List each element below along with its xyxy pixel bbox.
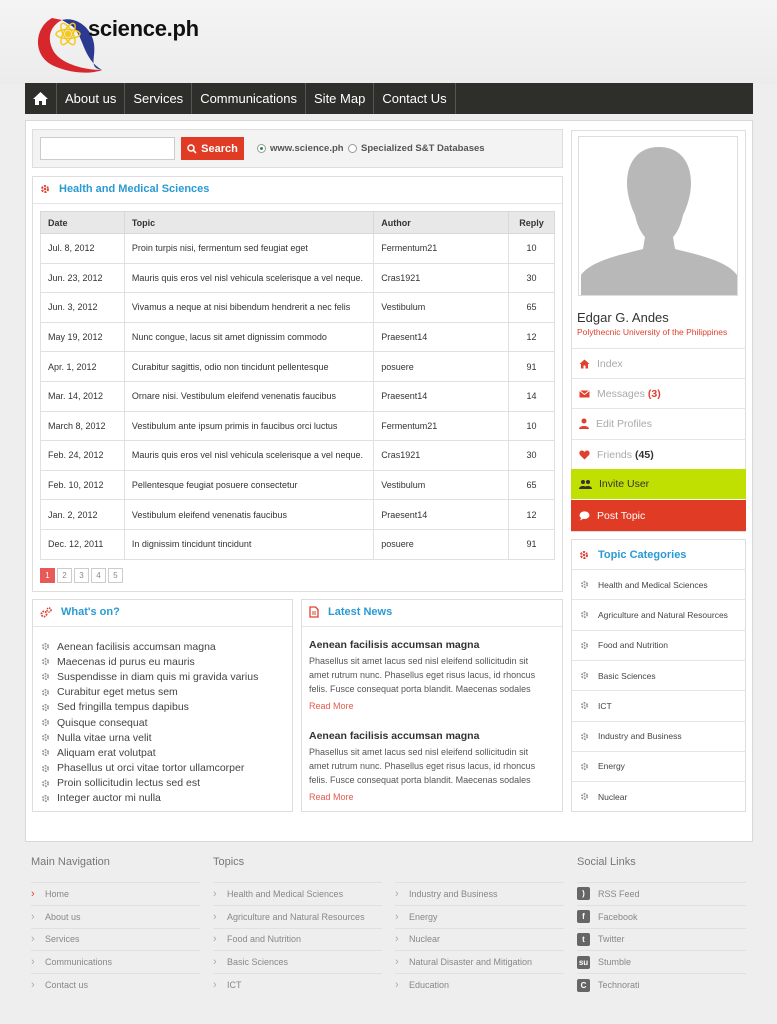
rss-icon: )	[577, 887, 590, 900]
news-excerpt-line: amet rutrum nunc. Phasellus eget risus lacus, id rhoncus	[309, 669, 536, 680]
gear-icon	[580, 732, 589, 741]
topic-category-item[interactable]	[571, 721, 746, 751]
topic-cell[interactable]: Vivamus a neque at nisi bibendum hendrerit a nec felis	[124, 293, 373, 323]
nav-about-us[interactable]: About us	[57, 83, 125, 114]
gear-icon	[580, 701, 589, 710]
brand-name[interactable]: science.ph	[88, 16, 199, 41]
social-link[interactable]	[577, 905, 746, 928]
footer-link-label: Services	[45, 934, 80, 945]
footer-link-label: Basic Sciences	[227, 957, 289, 968]
radio-www[interactable]	[257, 143, 344, 154]
chevron-right-icon: ›	[31, 910, 35, 923]
author-cell: posuere	[374, 529, 509, 559]
footer-link-label: Industry and Business	[409, 888, 498, 899]
whats-on-title-text: What's on?	[61, 606, 120, 618]
gear-icon	[580, 641, 589, 650]
panel-divider	[33, 626, 292, 627]
radio-unselected-icon	[348, 144, 357, 153]
social-link-label: Stumble	[598, 957, 632, 968]
footer-link[interactable]	[395, 928, 564, 951]
footer-link-label: About us	[45, 911, 81, 922]
footer-link[interactable]	[31, 905, 200, 928]
table-header-row	[41, 212, 555, 234]
list-item-label: Nulla vitae urna velit	[57, 731, 152, 744]
topic-cell[interactable]: In dignissim tincidunt tincidunt	[124, 529, 373, 559]
gear-icon	[580, 610, 589, 619]
gear-icon	[41, 718, 50, 727]
topic-category-item[interactable]	[571, 599, 746, 629]
profile-menu-edit-label: Edit Profiles	[596, 417, 653, 430]
latest-news-title	[309, 606, 392, 618]
envelope-icon	[579, 390, 590, 398]
list-item[interactable]	[41, 715, 258, 730]
footer-link[interactable]	[31, 973, 200, 996]
topic-category-item[interactable]	[571, 690, 746, 720]
author-cell: Praesent14	[374, 381, 509, 411]
post-topic-button[interactable]	[571, 500, 746, 531]
list-item-label: Suspendisse in diam quis mi gravida varius	[57, 670, 259, 683]
read-more-link[interactable]: Read More	[309, 701, 354, 712]
post-topic-label: Post Topic	[597, 509, 646, 522]
news-excerpt-line: Phasellus sit amet lacus sed nisl eleifend sollicitudin sit	[309, 747, 529, 757]
invite-user-label: Invite User	[599, 478, 650, 491]
gear-icon	[41, 748, 50, 757]
footer-link-label: Energy	[409, 911, 438, 922]
profile-name: Edgar G. Andes	[577, 310, 669, 325]
gear-icon	[41, 794, 50, 803]
topic-cell[interactable]: Proin turpis nisi, fermentum sed feugiat eget	[124, 234, 373, 264]
footer-main-nav	[31, 882, 200, 996]
reply-cell: 14	[509, 381, 555, 411]
reply-cell: 12	[509, 500, 555, 530]
chevron-right-icon: ›	[31, 933, 35, 946]
topic-cell[interactable]: Vestibulum ante ipsum primis in faucibus orci luctus	[124, 411, 373, 441]
footer-link[interactable]	[31, 882, 200, 905]
date-cell: Jul. 8, 2012	[41, 234, 125, 264]
social-link[interactable]	[577, 973, 746, 996]
chevron-right-icon: ›	[213, 887, 217, 900]
author-cell: Vestibulum	[374, 470, 509, 500]
date-cell: Jun. 3, 2012	[41, 293, 125, 323]
page-button[interactable]: 1	[40, 568, 55, 583]
list-item[interactable]	[41, 639, 258, 654]
search-icon	[187, 144, 197, 154]
profile-menu-index[interactable]	[571, 348, 746, 378]
reply-cell: 65	[509, 293, 555, 323]
users-icon	[579, 479, 592, 489]
panel-divider	[302, 626, 562, 627]
topic-category-label: ICT	[598, 700, 612, 711]
profile-menu-index-label: Index	[597, 357, 623, 370]
list-item-label: Maecenas id purus eu mauris	[57, 655, 195, 668]
gear-icon	[41, 779, 50, 788]
chevron-right-icon: ›	[395, 956, 399, 969]
footer-topics-title: Topics	[213, 856, 245, 868]
date-cell: Jun. 23, 2012	[41, 263, 125, 293]
reply-cell: 10	[509, 411, 555, 441]
topic-cell[interactable]: Mauris quis eros vel nisl vehicula scelerisque a vel neque.	[124, 263, 373, 293]
news-item	[309, 730, 551, 802]
col-topic[interactable]: Topic	[124, 212, 373, 234]
footer-link[interactable]	[213, 973, 382, 996]
chevron-right-icon: ›	[395, 887, 399, 900]
gear-icon	[579, 550, 589, 560]
avatar[interactable]	[578, 136, 738, 296]
gear-icon	[41, 764, 50, 773]
list-item[interactable]	[41, 730, 258, 745]
chevron-right-icon: ›	[31, 956, 35, 969]
footer-link-label: Agriculture and Natural Resources	[227, 911, 365, 922]
chevron-right-icon: ›	[31, 979, 35, 992]
topic-category-label: Energy	[598, 761, 625, 772]
topic-category-item[interactable]	[571, 630, 746, 660]
invite-user-button[interactable]	[571, 469, 746, 499]
page-button[interactable]: 4	[91, 568, 106, 583]
reply-cell: 65	[509, 470, 555, 500]
footer-link[interactable]	[213, 905, 382, 928]
date-cell: Mar. 14, 2012	[41, 381, 125, 411]
technorati-icon: C	[577, 979, 590, 992]
home-icon	[579, 359, 590, 369]
nav-services[interactable]: Services	[125, 83, 192, 114]
table-row[interactable]	[41, 322, 555, 352]
heart-icon	[579, 450, 590, 460]
footer-link[interactable]	[395, 882, 564, 905]
whats-on-title	[40, 606, 120, 618]
gear-icon	[41, 688, 50, 697]
gear-icon	[41, 703, 50, 712]
table-row[interactable]	[41, 500, 555, 530]
col-reply[interactable]: Reply	[509, 212, 555, 234]
list-item-label: Aliquam erat volutpat	[57, 746, 156, 759]
footer-link-label: ICT	[227, 980, 242, 991]
footer-link-label: Home	[45, 888, 70, 899]
twitter-icon: t	[577, 933, 590, 946]
chevron-right-icon: ›	[213, 979, 217, 992]
health-panel-title-text: Health and Medical Sciences	[59, 183, 210, 195]
profile-organization: Polythecnic University of the Philippines	[577, 327, 728, 337]
footer-social-title: Social Links	[577, 856, 636, 868]
topic-categories-title	[579, 549, 686, 561]
page-button[interactable]: 3	[74, 568, 89, 583]
footer-link[interactable]	[213, 950, 382, 973]
list-item[interactable]	[41, 776, 258, 791]
news-item	[309, 639, 551, 711]
topic-cell[interactable]: Ornare nisi. Vestibulum eleifend venenatis faucibus	[124, 381, 373, 411]
footer-link[interactable]	[213, 882, 382, 905]
user-silhouette-icon	[579, 137, 738, 296]
gear-icon	[41, 733, 50, 742]
reply-cell: 30	[509, 441, 555, 471]
list-item-label: Sed fringilla tempus dapibus	[57, 701, 189, 714]
news-excerpt-line: felis. Fusce consequat porta blandit. Maecenas sodales	[309, 683, 531, 694]
author-cell: Fermentum21	[374, 411, 509, 441]
list-item-label: Curabitur eget metus sem	[57, 686, 178, 699]
topic-category-label: Industry and Business	[598, 731, 682, 742]
gear-icon	[41, 657, 50, 666]
list-item[interactable]	[41, 745, 258, 760]
topic-categories-title-text: Topic Categories	[598, 549, 687, 561]
table-row[interactable]	[41, 411, 555, 441]
footer-link[interactable]	[395, 905, 564, 928]
author-cell: Cras1921	[374, 263, 509, 293]
footer-main-nav-title: Main Navigation	[31, 856, 110, 868]
health-panel-title	[40, 183, 209, 195]
chevron-right-icon: ›	[395, 910, 399, 923]
news-excerpt-line: amet rutrum nunc. Phasellus eget risus lacus, id rhoncus	[309, 760, 536, 771]
chevron-right-icon: ›	[395, 933, 399, 946]
gear-icon	[580, 671, 589, 680]
speech-bubble-icon	[579, 511, 590, 521]
footer-link[interactable]	[395, 973, 564, 996]
date-cell: Apr. 1, 2012	[41, 352, 125, 382]
search-button-label: Search	[201, 142, 238, 155]
author-cell: Cras1921	[374, 441, 509, 471]
date-cell: Feb. 24, 2012	[41, 441, 125, 471]
chevron-right-icon: ›	[31, 887, 35, 900]
document-icon	[309, 606, 319, 618]
list-item-label: Proin sollicitudin lectus sed est	[57, 777, 200, 790]
reply-cell: 10	[509, 234, 555, 264]
footer-link-label: Contact us	[45, 980, 89, 991]
news-title[interactable]: Aenean facilisis accumsan magna	[309, 730, 480, 742]
profile-menu-edit-profiles[interactable]	[571, 408, 746, 438]
date-cell: Dec. 12, 2011	[41, 529, 125, 559]
reply-cell: 12	[509, 322, 555, 352]
list-item[interactable]	[41, 654, 258, 669]
search-input[interactable]	[40, 137, 175, 160]
footer-topics-col-2	[395, 882, 564, 996]
table-row[interactable]	[41, 470, 555, 500]
author-cell: Praesent14	[374, 500, 509, 530]
chevron-right-icon: ›	[213, 956, 217, 969]
table-row[interactable]	[41, 441, 555, 471]
topic-category-label: Health and Medical Sciences	[598, 579, 708, 590]
footer-link-label: Nuclear	[409, 934, 441, 945]
gear-icon	[580, 580, 589, 589]
nav-site-map[interactable]: Site Map	[306, 83, 374, 114]
news-title[interactable]: Aenean facilisis accumsan magna	[309, 639, 480, 651]
topic-category-label: Food and Nutrition	[598, 640, 668, 651]
panel-divider	[33, 203, 562, 204]
footer-link-label: Food and Nutrition	[227, 934, 302, 945]
profile-menu-messages-label: Messages	[597, 387, 645, 400]
topic-category-item[interactable]	[571, 660, 746, 690]
date-cell: May 19, 2012	[41, 322, 125, 352]
home-icon	[32, 91, 49, 106]
topics-table	[40, 211, 555, 560]
topic-category-label: Nuclear	[598, 791, 628, 802]
col-author[interactable]: Author	[374, 212, 509, 234]
table-row[interactable]	[41, 381, 555, 411]
list-item-label: Quisque consequat	[57, 716, 148, 729]
list-item-label: Phasellus ut orci vitae tortor ullamcorper	[57, 762, 245, 775]
social-link-label: Twitter	[598, 934, 625, 945]
topic-category-label: Agriculture and Natural Resources	[598, 609, 728, 620]
social-link-label: Facebook	[598, 911, 638, 922]
list-item[interactable]	[41, 791, 258, 806]
list-item-label: Integer auctor mi nulla	[57, 792, 161, 805]
topic-cell[interactable]: Curabitur sagittis, odio non tincidunt pellentesque	[124, 352, 373, 382]
social-link[interactable]	[577, 928, 746, 951]
topic-category-item[interactable]	[571, 751, 746, 781]
date-cell: Jan. 2, 2012	[41, 500, 125, 530]
messages-count-badge: (3)	[647, 387, 661, 400]
footer-link[interactable]	[213, 928, 382, 951]
gears-icon	[40, 607, 52, 618]
gear-icon	[580, 762, 589, 771]
table-row[interactable]	[41, 352, 555, 382]
footer-link-label: Education	[409, 980, 450, 991]
author-cell: Praesent14	[374, 322, 509, 352]
pagination	[40, 568, 123, 583]
gear-icon	[40, 184, 50, 194]
latest-news-title-text: Latest News	[328, 606, 393, 618]
author-cell: Fermentum21	[374, 234, 509, 264]
friends-count-badge: (45)	[635, 448, 654, 461]
table-row[interactable]	[41, 293, 555, 323]
list-item[interactable]	[41, 669, 258, 684]
news-excerpt	[309, 655, 551, 696]
table-row[interactable]	[41, 529, 555, 559]
nav-home[interactable]	[25, 83, 57, 114]
topic-category-item[interactable]	[571, 569, 746, 599]
facebook-icon: f	[577, 910, 590, 923]
topic-category-item[interactable]	[571, 781, 746, 811]
footer-link[interactable]	[31, 950, 200, 973]
date-cell: March 8, 2012	[41, 411, 125, 441]
list-item[interactable]	[41, 685, 258, 700]
footer-link[interactable]	[31, 928, 200, 951]
stumbleupon-icon: su	[578, 957, 589, 967]
social-link[interactable]	[577, 882, 746, 905]
date-cell: Feb. 10, 2012	[41, 470, 125, 500]
radio-www-label: www.science.ph	[270, 143, 344, 154]
topic-cell[interactable]: Pellentesque feugiat posuere consectetur	[124, 470, 373, 500]
footer-link[interactable]	[395, 950, 564, 973]
table-row[interactable]	[41, 263, 555, 293]
page-button[interactable]: 2	[57, 568, 72, 583]
author-cell: Vestibulum	[374, 293, 509, 323]
whats-on-list	[41, 639, 258, 806]
topic-category-label: Basic Sciences	[598, 670, 656, 681]
social-link-label: RSS Feed	[598, 888, 640, 899]
author-cell: posuere	[374, 352, 509, 382]
gear-icon	[41, 642, 50, 651]
topic-cell[interactable]: Nunc congue, lacus sit amet dignissim commodo	[124, 322, 373, 352]
radio-selected-icon	[257, 144, 266, 153]
topic-cell[interactable]: Mauris quis eros vel nisl vehicula scelerisque a vel neque.	[124, 441, 373, 471]
footer-topics-col-1	[213, 882, 382, 996]
table-row[interactable]	[41, 234, 555, 264]
footer-link-label: Communications	[45, 957, 113, 968]
radio-databases[interactable]	[348, 143, 485, 154]
profile-menu-friends[interactable]	[571, 439, 746, 469]
news-excerpt	[309, 746, 551, 787]
search-button[interactable]	[181, 137, 244, 160]
nav-communications[interactable]: Communications	[192, 83, 306, 114]
user-icon	[579, 418, 589, 429]
news-excerpt-line: Phasellus sit amet lacus sed nisl eleifend sollicitudin sit	[309, 656, 529, 666]
chevron-right-icon: ›	[213, 933, 217, 946]
social-link-label: Technorati	[598, 980, 640, 991]
footer-social-links	[577, 882, 746, 996]
page-button[interactable]: 5	[108, 568, 123, 583]
read-more-link[interactable]: Read More	[309, 792, 354, 803]
col-date[interactable]: Date	[41, 212, 125, 234]
nav-contact-us[interactable]: Contact Us	[374, 83, 455, 114]
gear-icon	[41, 672, 50, 681]
footer-link-label: Health and Medical Sciences	[227, 888, 344, 899]
reply-cell: 91	[509, 529, 555, 559]
footer-link-label: Natural Disaster and Mitigation	[409, 957, 533, 968]
reply-cell: 91	[509, 352, 555, 382]
list-item[interactable]	[41, 700, 258, 715]
gear-icon	[580, 792, 589, 801]
main-nav	[25, 83, 753, 114]
social-link[interactable]	[577, 950, 746, 973]
radio-databases-label: Specialized S&T Databases	[361, 143, 485, 154]
profile-menu-friends-label: Friends	[597, 448, 633, 461]
chevron-right-icon: ›	[395, 979, 399, 992]
list-item-label: Aenean facilisis accumsan magna	[57, 640, 216, 653]
topic-cell[interactable]: Vestibulum eleifend venenatis faucibus	[124, 500, 373, 530]
news-excerpt-line: felis. Fusce consequat porta blandit. Maecenas sodales	[309, 774, 531, 785]
chevron-right-icon: ›	[213, 910, 217, 923]
reply-cell: 30	[509, 263, 555, 293]
profile-menu-messages[interactable]	[571, 378, 746, 408]
list-item[interactable]	[41, 761, 258, 776]
